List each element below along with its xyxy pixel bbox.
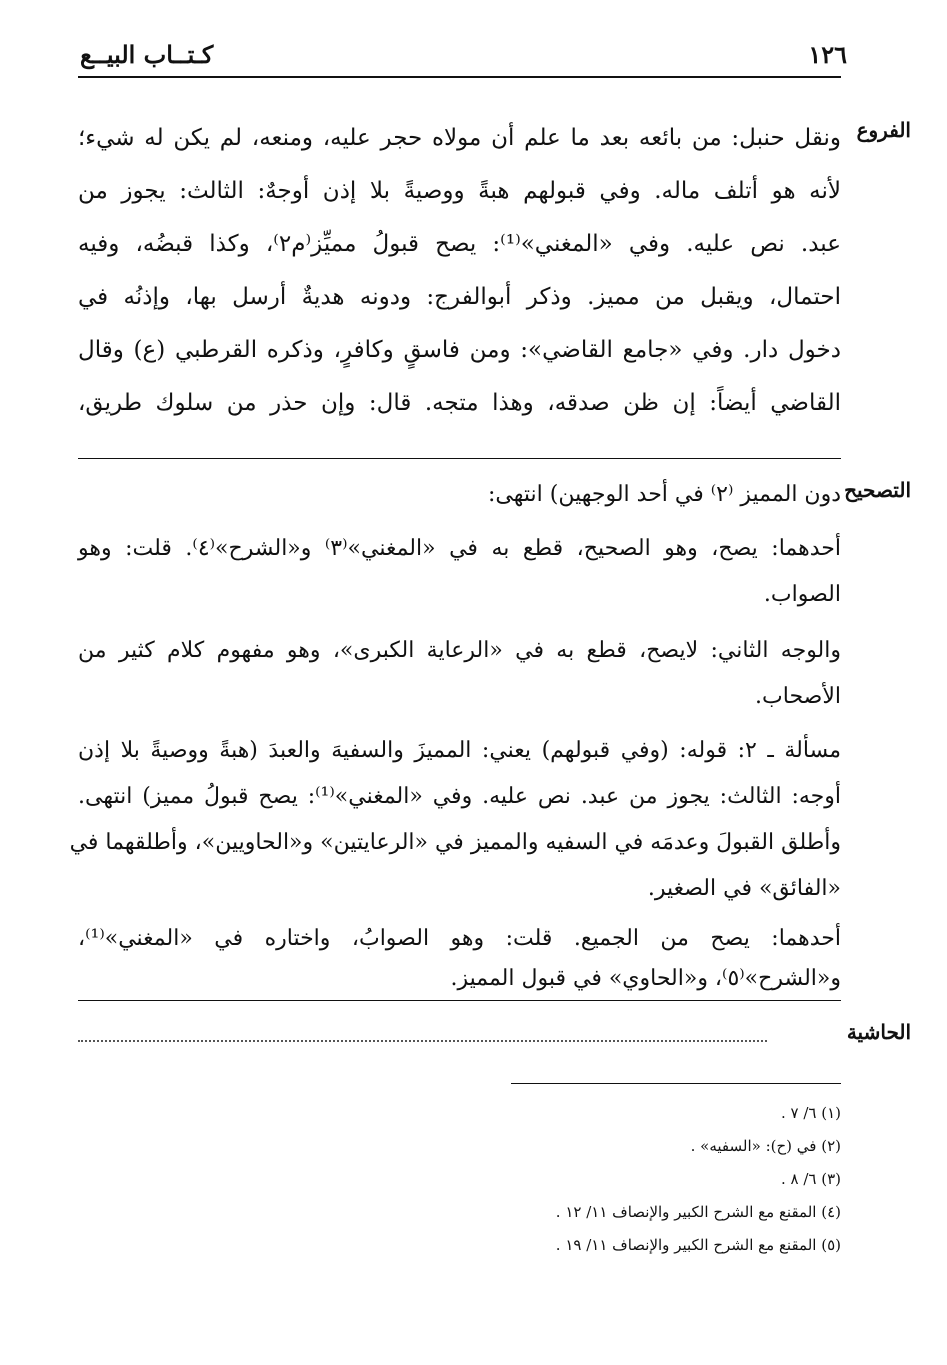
tashih-line: أحدهما: يصح من الجميع. قلت: وهو الصوابُ، واختاره في «المغني»⁽¹⁾، [78,926,841,951]
tashih-line: أوجه: الثالث: يجوز من عبد. نص عليه. وفي «المغني»⁽¹⁾: يصح قبولُ مميز) انتهى. [78,784,841,809]
running-title: كـتــاب البيــع [80,40,214,69]
furu-text [78,112,841,430]
furu-line: لأنه هو أتلف ماله. وفي قبولهم هبةً ووصيةً بلا إذن أوجهٌ: الثالث: يجوز من [78,178,841,204]
tashih-label: التصحيح [844,478,911,502]
tashih-text [69,472,841,996]
header-rule [78,76,841,78]
tashih-line: أحدهما: يصح، وهو الصحيح، قطع به في «المغني»⁽٣⁾ و«الشرح»⁽٤⁾. قلت: وهو [78,536,841,561]
furu-line: القاضي أيضاً: إن ظن صدقه، وهذا متجه. قال: وإن حذر من سلوك طريق، [78,390,841,416]
tashih-line: والوجه الثاني: لايصح، قطع به في «الرعاية الكبرى»، وهو مفهوم كلام كثير من [78,638,841,663]
tashih-line: دون المميز ⁽٢⁾ في أحد الوجهين) انتهى: [488,482,841,507]
furu-label: الفروع [856,118,911,142]
tashih-line: الأصحاب. [755,684,841,709]
furu-line: ونقل حنبل: من بائعه بعد ما علم أن مولاه حجر عليه، ومنعه، لم يكن له شيء؛ [78,125,841,151]
footnote: (٢) في (ح): «السفيه» . [690,1137,841,1155]
tashih-line: وأطلق القبولَ وعدمَه في السفيه والمميز في «الرعايتين» و«الحاويين»، وأطلقهما في [69,830,841,855]
section-rule [78,1000,841,1001]
tashih-line: «الفائق» في الصغير. [647,876,841,901]
hashiya-label: الحاشية [846,1020,911,1044]
footnote-rule [511,1083,841,1084]
footnote: (٥) المقنع مع الشرح الكبير والإنصاف ١١/ ١٩ . [555,1236,841,1254]
footnotes [400,1097,841,1262]
furu-line: احتمال، ويقبل من مميز. وذكر أبوالفرج: ودونه هديةٌ أرسل بها، وإذنُه في [78,284,841,310]
footnote: (٣) ٦/ ٨ . [780,1170,841,1188]
hashiya-dotted-line [78,1040,767,1042]
tashih-line: مسألة ـ ٢: قوله: (وفي قبولهم) يعني: المميزَ والسفيهَ والعبدَ (هبةً ووصيةً بلا إذن [78,738,841,763]
section-rule [78,458,841,459]
tashih-line: و«الشرح»⁽٥⁾، و«الحاوي» في قبول المميز. [450,966,841,991]
furu-line: دخول دار. وفي «جامع القاضي»: ومن فاسقٍ وكافرٍ، وذكره القرطبي (ع) وقال [78,337,841,363]
page-header [80,40,847,74]
furu-line: عبد. نص عليه. وفي «المغني»⁽¹⁾: يصح قبولُ مميِّز⁽م٢⁾، وكذا قبضُه، وفيه [78,231,841,257]
footnote: (٤) المقنع مع الشرح الكبير والإنصاف ١١/ ١٢ . [555,1203,841,1221]
tashih-line: الصواب. [763,582,841,607]
page-number: ١٢٦ [808,40,847,69]
footnote: (١) ٦/ ٧ . [780,1104,841,1122]
